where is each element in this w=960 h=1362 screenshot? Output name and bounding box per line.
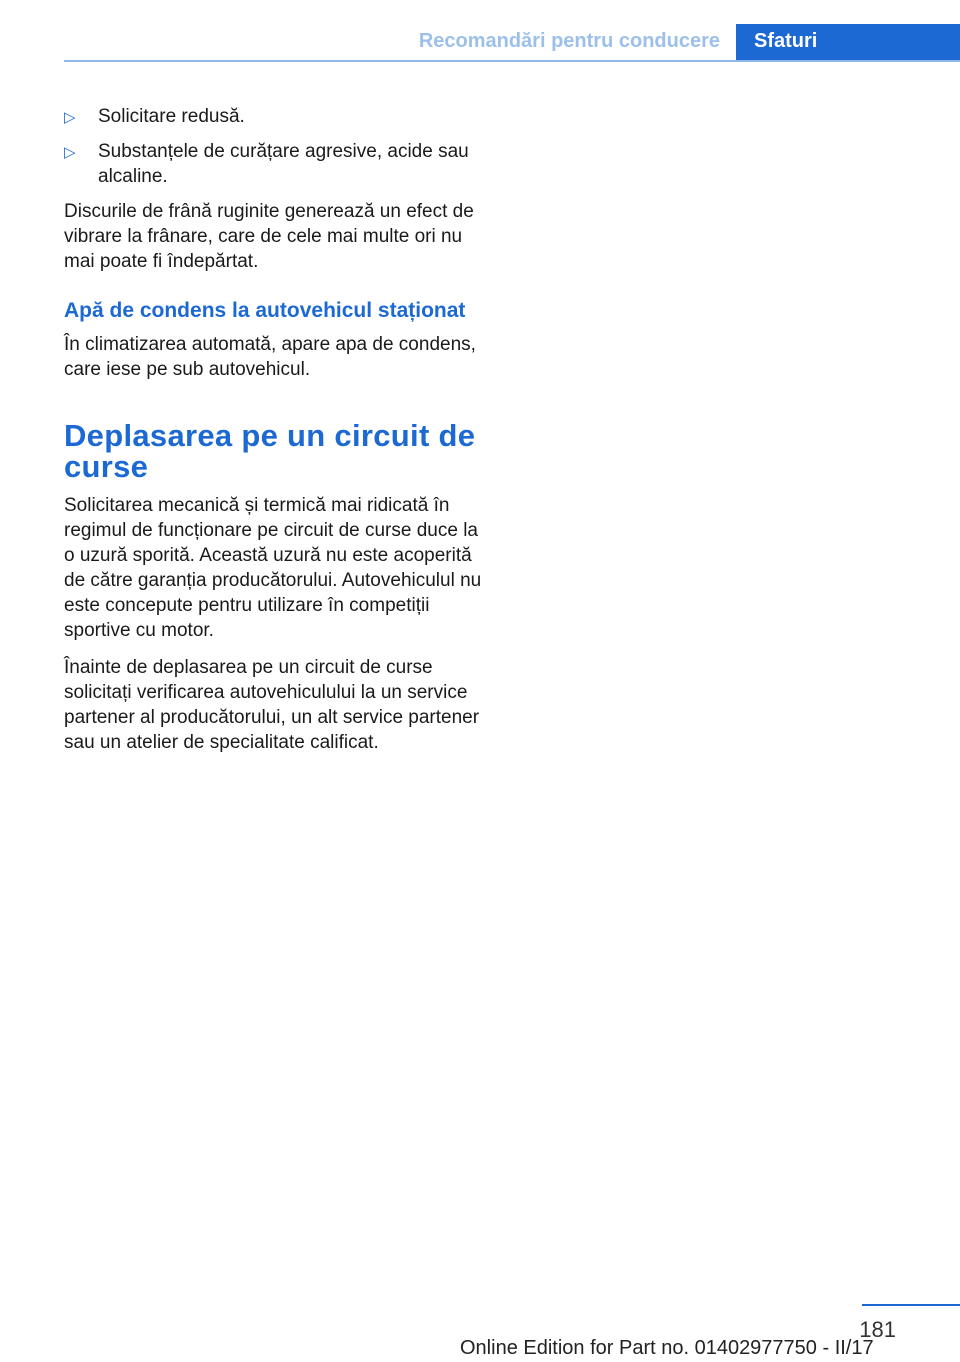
triangle-bullet-icon: ▷ [64,144,76,161]
list-item-text: Substanțele de curățare agresive, acide sau alcaline. [98,141,469,187]
triangle-bullet-icon: ▷ [64,109,76,126]
page-number: 181 [859,1317,896,1342]
paragraph-condensation: În climatizarea automată, apare apa de condens, care iese pe sub autovehicul. [64,334,476,380]
footer-divider [862,1304,960,1306]
chapter-tab: Sfaturi [736,24,960,62]
edition-footer: Online Edition for Part no. 01402977750 - II/17 [460,1337,874,1359]
section-title: Recomandări pentru conducere [418,30,720,52]
subheading-condensation: Apă de condens la autovehicul staționat [64,299,466,322]
paragraph-rust: Discurile de frână ruginite generează un efect de vibrare la frânare, care de cele mai multe ori nu mai poate fi îndepărtat. [64,201,474,272]
list-item [64,104,484,129]
list-item [64,139,484,189]
list-item-text: Solicitare redusă. [98,106,245,127]
page-header [0,0,960,64]
header-divider [64,60,960,62]
paragraph-track-service: Înainte de deplasarea pe un circuit de curse solicitați verificarea autovehiculului la un service partener al producătorului, un alt service partener sau un atelier de specialitate calificat. [64,657,480,753]
main-content [64,104,484,767]
heading-race-track: Deplasarea pe un circuit de curse [64,418,476,484]
paragraph-track-wear: Solicitarea mecanică și termică mai ridicată în regimul de funcționare pe circuit de curse duce la o uzură sporită. Această uzură nu este acoperită de către garanția producătorului. Autovehiculul nu este concepute pentru utilizare în competiții sportive cu motor. [64,495,482,641]
